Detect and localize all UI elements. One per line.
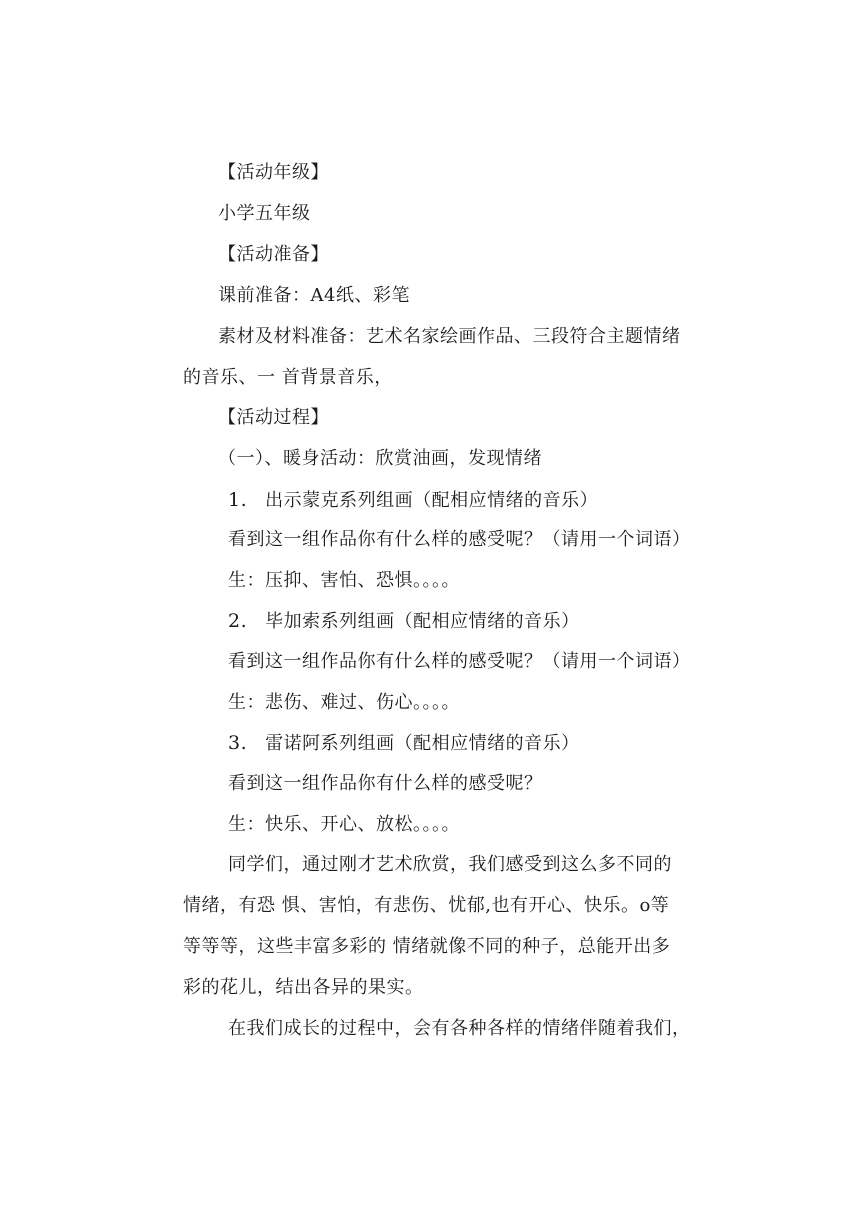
summary-line-4: 彩的花儿，结出各异的果实。 (183, 977, 424, 998)
closing-line-1: 在我们成长的过程中，会有各种各样的情绪伴随着我们， (228, 1018, 691, 1039)
prep-materials-line-2: 的音乐、一 首背景音乐， (183, 367, 393, 388)
item-question: 看到这一组作品你有什么样的感受呢？ (228, 773, 543, 794)
summary-line-1: 同学们，通过刚才艺术欣赏，我们感受到这么多不同的 (228, 854, 672, 875)
summary-line-3: 等等等，这些丰富多彩的 情绪就像不同的种子，总能开出多 (183, 936, 671, 957)
item-title (228, 731, 580, 756)
item-title (228, 488, 598, 513)
item-title (228, 609, 580, 634)
item-number: 1. (228, 489, 248, 511)
item-number: 2. (228, 610, 248, 632)
item-title-text: 雷诺阿系列组画（配相应情绪的音乐） (265, 733, 580, 754)
warmup-title: （一）、暖身活动：欣赏油画，发现情绪 (218, 448, 542, 469)
item-question: 看到这一组作品你有什么样的感受呢？（请用一个词语） (228, 651, 691, 672)
item-title-text: 出示蒙克系列组画（配相应情绪的音乐） (265, 490, 599, 511)
prep-materials-line-1: 素材及材料准备：艺术名家绘画作品、三段符合主题情绪 (218, 326, 681, 347)
grade-value: 小学五年级 (218, 203, 311, 224)
item-number: 3. (228, 732, 248, 754)
process-heading: 【活动过程】 (218, 407, 329, 428)
prep-heading: 【活动准备】 (218, 244, 329, 265)
summary-line-2: 情绪，有恐 惧、害怕，有悲伤、忧郁,也有开心、快乐。o等 (183, 895, 670, 916)
item-title-text: 毕加索系列组画（配相应情绪的音乐） (265, 611, 580, 632)
item-answer: 生：快乐、开心、放松。。。。 (228, 814, 460, 835)
prep-class: 课前准备：A4纸、彩笔 (218, 285, 410, 306)
item-answer: 生：悲伤、难过、伤心。。。。 (228, 692, 460, 713)
item-question: 看到这一组作品你有什么样的感受呢？（请用一个词语） (228, 529, 691, 550)
grade-heading: 【活动年级】 (218, 162, 329, 183)
item-answer: 生：压抑、害怕、恐惧。。。。 (228, 570, 460, 591)
